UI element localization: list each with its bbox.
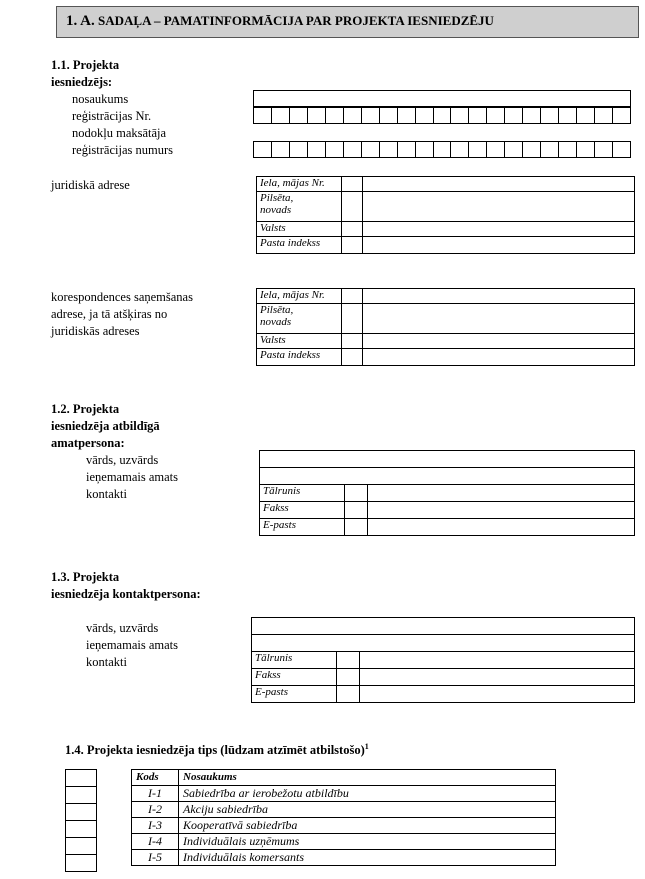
label-reg-nr: reģistrācijas Nr.: [72, 109, 152, 123]
type-name: Sabiedrība ar ierobežotu atbildību: [179, 786, 556, 802]
kor-pilseta-field[interactable]: [363, 304, 635, 334]
s13-title-2: iesniedzēja kontaktpersona:: [51, 587, 201, 601]
type-code: I-2: [132, 802, 179, 818]
type-code: I-4: [132, 834, 179, 850]
kor-pasta-field[interactable]: [363, 349, 635, 366]
table-row: [132, 834, 556, 850]
section-header-title: [66, 13, 494, 30]
label-nosaukums: nosaukums: [72, 92, 129, 106]
kor-valsts-field[interactable]: [363, 334, 635, 349]
s14-title-text: 1.4. Projekta iesniedzēja tips (lūdzam atzīmēt atbilstošo): [65, 743, 365, 758]
s12-title-3: amatpersona:: [51, 436, 125, 450]
type-checkbox-column: [65, 769, 97, 872]
addr-valsts-label: Valsts: [257, 222, 342, 237]
type-checkbox-i1[interactable]: [66, 787, 97, 804]
kor-iela-field[interactable]: [363, 289, 635, 304]
col-nosaukums-header: Nosaukums: [179, 770, 556, 786]
s12-amats-field[interactable]: [259, 467, 635, 485]
reg-nr-cells[interactable]: [253, 107, 631, 124]
s13-epasts-label: E-pasts: [252, 686, 337, 703]
type-code: I-5: [132, 850, 179, 866]
kor-iela-label: Iela, mājas Nr.: [257, 289, 342, 304]
type-code: I-1: [132, 786, 179, 802]
table-row: [132, 850, 556, 866]
s13-fakss-label: Fakss: [252, 669, 337, 686]
s11-title-2: iesniedzējs:: [51, 75, 113, 89]
label-juridiska-adrese: juridiskā adrese: [51, 178, 130, 192]
section-number: 1. A.: [66, 13, 95, 29]
s13-talrunis-label: Tālrunis: [252, 652, 337, 669]
addr-pilseta-label: Pilsēta, novads: [257, 192, 342, 222]
nosaukums-field[interactable]: [253, 90, 631, 107]
type-name: Individuālais komersants: [179, 850, 556, 866]
addr-iela-field[interactable]: [363, 177, 635, 192]
s12-epasts-label: E-pasts: [260, 519, 345, 536]
s12-title-2: iesniedzēja atbildīgā: [51, 419, 160, 433]
s13-label-amats: ieņemamais amats: [86, 638, 178, 652]
s12-vards-field[interactable]: [259, 450, 635, 468]
type-code-table: [131, 769, 556, 866]
s12-epasts-field[interactable]: [368, 519, 635, 536]
label-nodokli-2: reģistrācijas numurs: [72, 143, 174, 157]
kor-pasta-label: Pasta indekss: [257, 349, 342, 366]
type-checkbox-i4[interactable]: [66, 838, 97, 855]
s12-title-1: 1.2. Projekta: [51, 402, 120, 416]
s13-vards-field[interactable]: [251, 617, 635, 635]
addr-pasta-field[interactable]: [363, 237, 635, 254]
kor-valsts-label: Valsts: [257, 334, 342, 349]
nodokli-nr-cells[interactable]: [253, 141, 631, 158]
table-row: [132, 818, 556, 834]
s12-label-vards: vārds, uzvārds: [86, 453, 159, 467]
s11-title-1: 1.1. Projekta: [51, 58, 120, 72]
s13-amats-field[interactable]: [251, 634, 635, 652]
s12-fakss-label: Fakss: [260, 502, 345, 519]
s12-fakss-field[interactable]: [368, 502, 635, 519]
type-code: I-3: [132, 818, 179, 834]
s12-contacts-table: [259, 484, 635, 536]
s13-talrunis-field[interactable]: [360, 652, 635, 669]
type-name: Individuālais uzņēmums: [179, 834, 556, 850]
col-kods-header: Kods: [132, 770, 179, 786]
table-row: [132, 786, 556, 802]
label-kor-3: juridiskās adreses: [51, 324, 140, 338]
label-kor-1: korespondences saņemšanas: [51, 290, 193, 304]
kor-pilseta-label: Pilsēta, novads: [257, 304, 342, 334]
s13-epasts-field[interactable]: [360, 686, 635, 703]
s12-talrunis-field[interactable]: [368, 485, 635, 502]
label-nodokli-1: nodokļu maksātāja: [72, 126, 167, 140]
section-title: SADAĻA – PAMATINFORMĀCIJA PAR PROJEKTA IESNIEDZĒJU: [98, 13, 494, 28]
s13-contacts-table: [251, 651, 635, 703]
s14-title: [65, 738, 369, 759]
s13-fakss-field[interactable]: [360, 669, 635, 686]
type-checkbox-i3[interactable]: [66, 821, 97, 838]
juridiska-adrese-table: [256, 176, 635, 254]
type-checkbox-i5[interactable]: [66, 855, 97, 872]
type-name: Kooperatīvā sabiedrība: [179, 818, 556, 834]
s13-title-1: 1.3. Projekta: [51, 570, 120, 584]
s12-label-amats: ieņemamais amats: [86, 470, 178, 484]
kor-adrese-table: [256, 288, 635, 366]
s13-label-kontakti: kontakti: [86, 655, 127, 669]
table-row: [132, 802, 556, 818]
s12-talrunis-label: Tālrunis: [260, 485, 345, 502]
type-name: Akciju sabiedrība: [179, 802, 556, 818]
label-kor-2: adrese, ja tā atšķiras no: [51, 307, 168, 321]
s13-label-vards: vārds, uzvārds: [86, 621, 159, 635]
addr-iela-label: Iela, mājas Nr.: [257, 177, 342, 192]
s14-footnote-mark: 1: [364, 742, 369, 751]
type-checkbox-i2[interactable]: [66, 804, 97, 821]
type-checkbox-header: [66, 770, 97, 787]
addr-pasta-label: Pasta indekss: [257, 237, 342, 254]
addr-valsts-field[interactable]: [363, 222, 635, 237]
addr-pilseta-field[interactable]: [363, 192, 635, 222]
s12-label-kontakti: kontakti: [86, 487, 127, 501]
